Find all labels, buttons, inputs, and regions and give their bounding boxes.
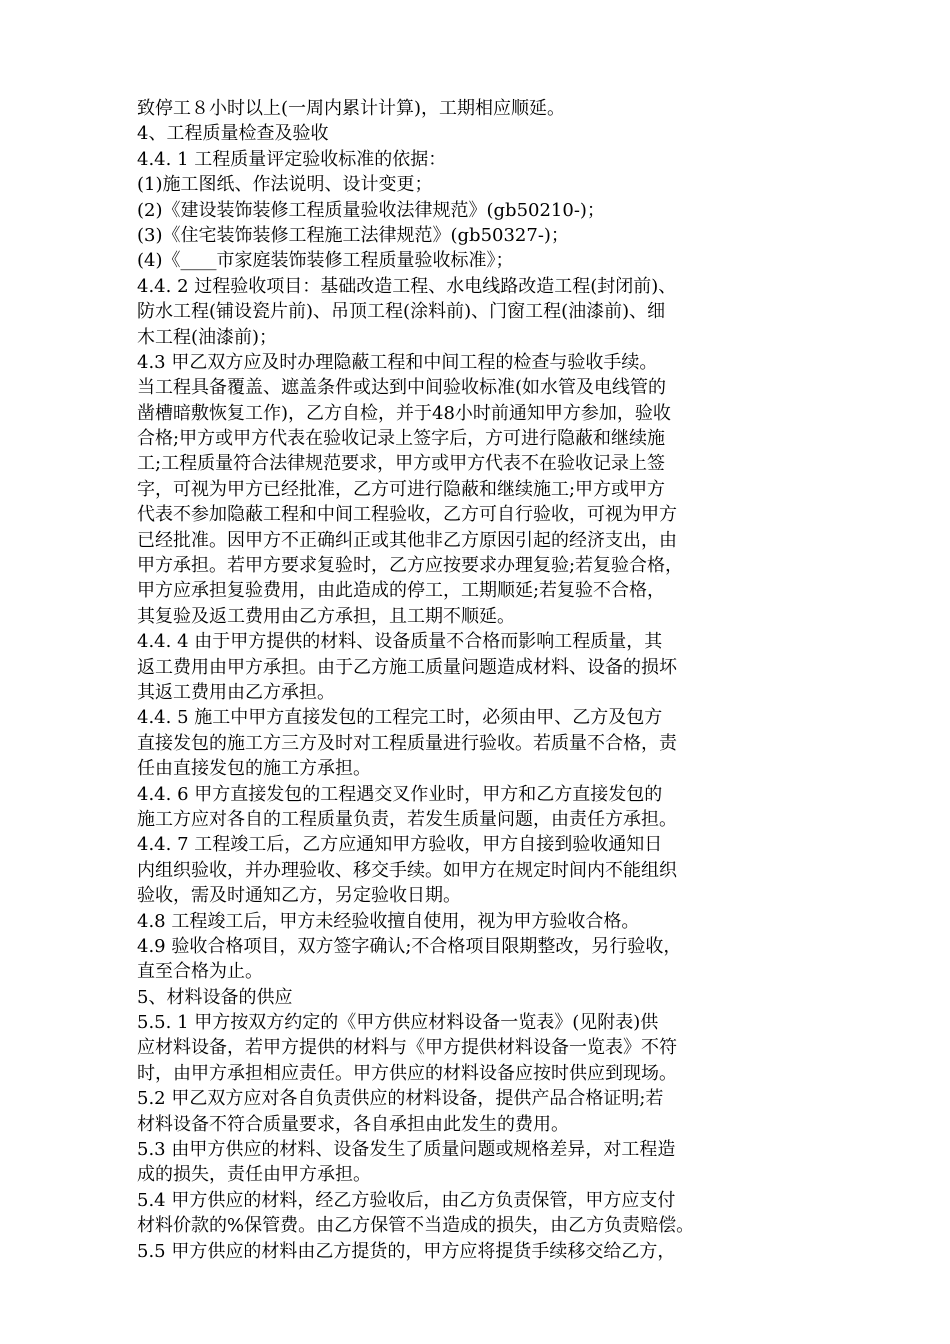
- text-line: 内组织验收，并办理验收、移交手续。如甲方在规定时间内不能组织: [137, 859, 677, 881]
- text-line: 5.2 甲乙双方应对各自负责供应的材料设备，提供产品合格证明;若: [137, 1088, 664, 1110]
- text-line: 工;工程质量符合法律规范要求，甲方或甲方代表不在验收记录上签: [137, 453, 666, 475]
- text-line: 字，可视为甲方已经批准，乙方可进行隐蔽和继续施工;甲方或甲方: [137, 478, 666, 500]
- text-line: 防水工程(铺设瓷片前)、吊顶工程(涂料前)、门窗工程(油漆前)、细: [137, 301, 666, 323]
- text-line: 4.4. 7 工程竣工后，乙方应通知甲方验收，甲方自接到验收通知日: [137, 834, 663, 856]
- text-line: 合格;甲方或甲方代表在验收记录上签字后，方可进行隐蔽和继续施: [137, 428, 666, 450]
- text-line: 代表不参加隐蔽工程和中间工程验收，乙方可自行验收，可视为甲方: [137, 504, 677, 526]
- text-line: 当工程具备覆盖、遮盖条件或达到中间验收标准(如水管及电线管的: [137, 377, 667, 399]
- text-line: 木工程(油漆前)；: [137, 326, 278, 348]
- text-line: 任由直接发包的施工方承担。: [137, 758, 371, 780]
- text-line: 其返工费用由乙方承担。: [137, 681, 335, 703]
- text-line: 5.5 甲方供应的材料由乙方提货的，甲方应将提货手续移交给乙方，: [137, 1240, 676, 1262]
- text-line: 4.3 甲乙双方应及时办理隐蔽工程和中间工程的检查与验收手续。: [137, 351, 658, 373]
- text-line: 4.4. 4 由于甲方提供的材料、设备质量不合格而影响工程质量，其: [137, 631, 663, 653]
- text-line: 甲方承担。若甲方要求复验时，乙方应按要求办理复验;若复验合格，: [137, 555, 684, 577]
- text-line: 返工费用由甲方承担。由于乙方施工质量问题造成材料、设备的损坏: [137, 656, 677, 678]
- text-line: 5、材料设备的供应: [137, 986, 293, 1008]
- text-line: 4.8 工程竣工后，甲方未经验收擅自使用，视为甲方验收合格。: [137, 910, 640, 932]
- text-line: 5.5. 1 甲方按双方约定的《甲方供应材料设备一览表》(见附表)供: [137, 1012, 659, 1034]
- text-line: (2)《建设装饰装修工程质量验收法律规范》(gb50210-)；: [137, 199, 605, 221]
- text-line: 施工方应对各自的工程质量负责，若发生质量问题，由责任方承担。: [137, 808, 677, 830]
- text-line: 时，由甲方承担相应责任。甲方供应的材料设备应按时供应到现场。: [137, 1062, 677, 1084]
- document-body: [137, 96, 817, 1264]
- text-line: 4.4. 2 过程验收项目：基础改造工程、水电线路改造工程(封闭前)、: [137, 275, 677, 297]
- text-line: 4、工程质量检查及验收: [137, 123, 329, 145]
- text-line: (4)《____市家庭装饰装修工程质量验收标准》；: [137, 250, 514, 272]
- text-line: 已经批准。因甲方不正确纠正或其他非乙方原因引起的经济支出，由: [137, 529, 677, 551]
- text-line: 4.4. 6 甲方直接发包的工程遇交叉作业时，甲方和乙方直接发包的: [137, 783, 663, 805]
- text-line: 直接发包的施工方三方及时对工程质量进行验收。若质量不合格，责: [137, 732, 677, 754]
- text-line: 验收，需及时通知乙方，另定验收日期。: [137, 885, 461, 907]
- text-line: 甲方应承担复验费用，由此造成的停工，工期顺延;若复验不合格，: [137, 580, 666, 602]
- text-line: (3)《住宅装饰装修工程施工法律规范》(gb50327-)；: [137, 224, 569, 246]
- text-line: 应材料设备，若甲方提供的材料与《甲方提供材料设备一览表》不符: [137, 1037, 677, 1059]
- text-line: 其复验及返工费用由乙方承担，且工期不顺延。: [137, 605, 515, 627]
- text-line: 4.9 验收合格项目，双方签字确认;不合格项目限期整改，另行验收，: [137, 935, 682, 957]
- text-line: 直至合格为止。: [137, 961, 263, 983]
- text-line: 4.4. 5 施工中甲方直接发包的工程完工时，必须由甲、乙方及包方: [137, 707, 663, 729]
- text-line: 5.3 由甲方供应的材料、设备发生了质量问题或规格差异，对工程造: [137, 1139, 676, 1161]
- text-line: 致停工８小时以上(一周内累计计算)，工期相应顺延。: [137, 98, 566, 119]
- text-line: 材料价款的%保管费。由乙方保管不当造成的损失，由乙方负责赔偿。: [137, 1215, 695, 1237]
- text-line: 凿槽暗敷恢复工作)，乙方自检，并于48小时前通知甲方参加，验收: [137, 402, 671, 424]
- text-line: 5.4 甲方供应的材料，经乙方验收后，由乙方负责保管，甲方应支付: [137, 1189, 676, 1211]
- text-line: 材料设备不符合质量要求，各自承担由此发生的费用。: [137, 1113, 569, 1135]
- text-line: (1)施工图纸、作法说明、设计变更；: [137, 174, 433, 196]
- text-line: 成的损失，责任由甲方承担。: [137, 1164, 371, 1186]
- text-line: 4.4. 1 工程质量评定验收标准的依据：: [137, 148, 447, 170]
